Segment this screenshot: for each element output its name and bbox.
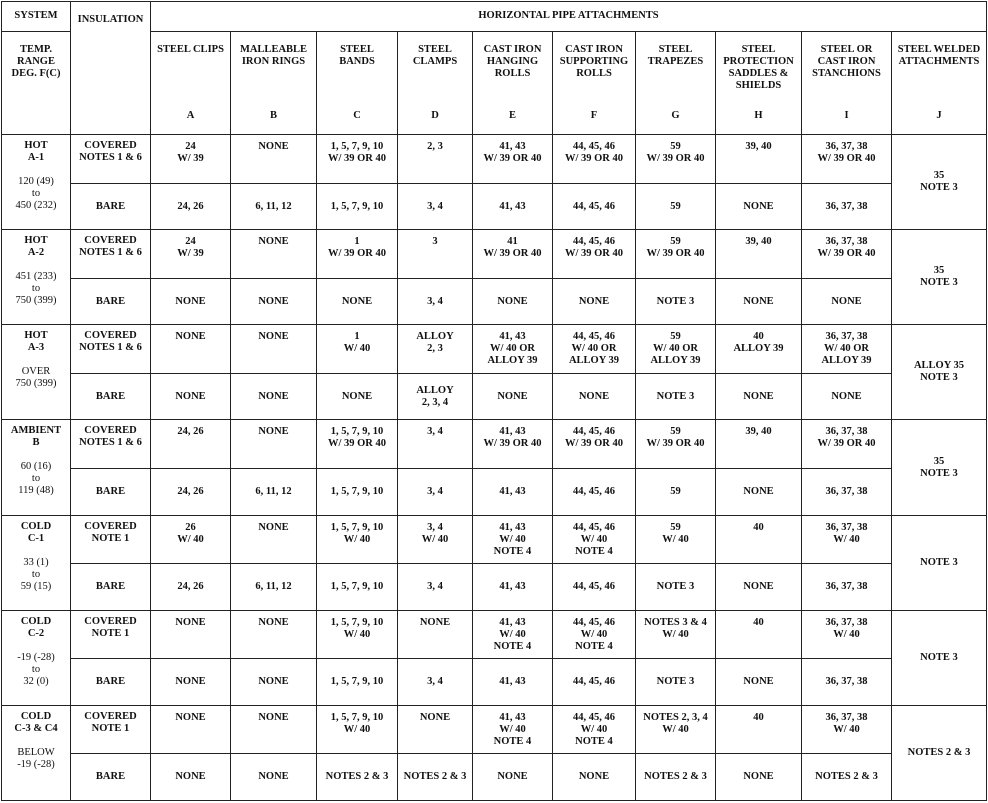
attachment-cell-f: 44, 45, 46 W/ 39 OR 40 (553, 420, 636, 469)
attachment-cell-d: 3, 4 (398, 469, 473, 516)
attachment-cell-a: NONE (151, 610, 231, 659)
column-header-j (892, 31, 987, 135)
attachment-cell-g: NOTES 3 & 4 W/ 40 (636, 610, 716, 659)
welded-attachment-cell: NOTES 2 & 3 (892, 705, 987, 800)
attachment-cell-h: 40 (716, 705, 802, 754)
attachment-cell-a: 24 W/ 39 (151, 230, 231, 279)
table-row (2, 135, 987, 184)
attachment-cell-c: 1, 5, 7, 9, 10 (317, 183, 398, 230)
attachment-cell-e: NONE (473, 373, 553, 420)
attachment-cell-b: NONE (231, 659, 317, 706)
attachment-cell-g: NOTES 2, 3, 4 W/ 40 (636, 705, 716, 754)
column-header-wrap (232, 44, 315, 128)
attachment-cell-d: 3, 4 (398, 564, 473, 611)
attachment-cell-b: 6, 11, 12 (231, 564, 317, 611)
table-row (2, 183, 987, 230)
attachment-cell-i: 36, 37, 38 W/ 40 (802, 705, 892, 754)
attachment-cell-a: 24, 26 (151, 564, 231, 611)
system-name: HOT A-2 (24, 235, 48, 259)
attachment-cell-a: NONE (151, 278, 231, 325)
table-row (2, 564, 987, 611)
insulation-cell: COVERED NOTES 1 & 6 (71, 230, 151, 279)
column-title: STEEL TRAPEZES (647, 43, 704, 67)
attachment-cell-i: 36, 37, 38 (802, 659, 892, 706)
attachment-cell-h: NONE (716, 183, 802, 230)
attachment-cell-d: NONE (398, 610, 473, 659)
attachment-cell-h: 40 ALLOY 39 (716, 325, 802, 374)
column-title: MALLEABLE IRON RINGS (239, 43, 308, 67)
table-row (2, 705, 987, 754)
table-row (2, 230, 987, 279)
attachment-cell-d: NOTES 2 & 3 (398, 754, 473, 801)
attachment-cell-g: NOTES 2 & 3 (636, 754, 716, 801)
attachment-cell-e: 41, 43 (473, 469, 553, 516)
attachment-cell-c: 1 W/ 39 OR 40 (317, 230, 398, 279)
attachment-cell-b: NONE (231, 420, 317, 469)
attachment-cell-f: NONE (553, 278, 636, 325)
column-header-wrap (152, 44, 229, 128)
attachment-cell-a: 24, 26 (151, 183, 231, 230)
attachment-cell-b: NONE (231, 705, 317, 754)
column-header-wrap (717, 44, 800, 128)
attachment-cell-b: NONE (231, 373, 317, 420)
attachment-cell-i: NONE (802, 278, 892, 325)
attachment-cell-c: 1, 5, 7, 9, 10 (317, 659, 398, 706)
attachment-cell-c: 1, 5, 7, 9, 10 W/ 40 (317, 705, 398, 754)
pipe-attachment-table (1, 1, 987, 801)
welded-attachment-cell: 35 NOTE 3 (892, 420, 987, 515)
attachment-cell-i: 36, 37, 38 (802, 183, 892, 230)
column-letter: C (353, 109, 361, 121)
attachment-cell-e: 41, 43 W/ 40 NOTE 4 (473, 515, 553, 564)
system-name: COLD C-1 (20, 520, 52, 544)
insulation-cell: BARE (71, 754, 151, 801)
attachment-cell-g: 59 W/ 39 OR 40 (636, 230, 716, 279)
attachment-cell-f: 44, 45, 46 (553, 469, 636, 516)
attachment-cell-a: NONE (151, 754, 231, 801)
system-temp-range: BELOW -19 (-28) (17, 746, 55, 770)
attachment-cell-g: NOTE 3 (636, 659, 716, 706)
column-header-a (151, 31, 231, 135)
attachment-cell-g: 59 (636, 469, 716, 516)
attachment-cell-f: NONE (553, 754, 636, 801)
system-name: COLD C-3 & C4 (14, 710, 58, 734)
system-cell (2, 610, 71, 705)
attachment-cell-f: 44, 45, 46 (553, 564, 636, 611)
header-row-top (2, 2, 987, 32)
attachment-cell-g: 59 (636, 183, 716, 230)
attachment-cell-c: NOTES 2 & 3 (317, 754, 398, 801)
column-letter: B (269, 109, 277, 121)
attachment-cell-g: NOTE 3 (636, 564, 716, 611)
insulation-cell: COVERED NOTES 1 & 6 (71, 420, 151, 469)
column-letter: H (754, 109, 763, 121)
attachment-cell-d: 3, 4 (398, 183, 473, 230)
attachment-cell-f: 44, 45, 46 W/ 40 NOTE 4 (553, 610, 636, 659)
attachment-cell-b: 6, 11, 12 (231, 183, 317, 230)
system-cell (2, 135, 71, 230)
attachment-cell-b: NONE (231, 325, 317, 374)
attachment-cell-h: 40 (716, 515, 802, 564)
attachment-cell-i: 36, 37, 38 W/ 40 (802, 610, 892, 659)
attachment-cell-h: NONE (716, 278, 802, 325)
column-header-wrap (637, 44, 714, 128)
attachment-cell-h: 39, 40 (716, 230, 802, 279)
attachment-cell-h: 40 (716, 610, 802, 659)
insulation-cell: COVERED NOTES 1 & 6 (71, 325, 151, 374)
attachment-cell-e: 41, 43 W/ 40 NOTE 4 (473, 705, 553, 754)
welded-attachment-cell: NOTE 3 (892, 610, 987, 705)
attachment-cell-f: 44, 45, 46 W/ 39 OR 40 (553, 230, 636, 279)
attachment-cell-b: NONE (231, 754, 317, 801)
welded-attachment-cell: ALLOY 35 NOTE 3 (892, 325, 987, 420)
table-row (2, 659, 987, 706)
attachment-cell-c: 1 W/ 40 (317, 325, 398, 374)
attachment-cell-i: 36, 37, 38 W/ 40 (802, 515, 892, 564)
attachment-cell-h: NONE (716, 373, 802, 420)
attachment-cell-d: NONE (398, 705, 473, 754)
attachment-cell-e: 41, 43 W/ 39 OR 40 (473, 135, 553, 184)
column-letter: A (186, 109, 195, 121)
column-header-i (802, 31, 892, 135)
attachment-cell-g: 59 W/ 40 OR ALLOY 39 (636, 325, 716, 374)
attachment-cell-g: NOTE 3 (636, 278, 716, 325)
attachment-cell-i: 36, 37, 38 W/ 39 OR 40 (802, 135, 892, 184)
attachment-cell-h: 39, 40 (716, 135, 802, 184)
column-header-wrap (474, 44, 551, 128)
system-temp-range: 120 (49) to 450 (232) (15, 176, 57, 212)
column-header-e (473, 31, 553, 135)
column-header-h (716, 31, 802, 135)
attachment-cell-a: NONE (151, 373, 231, 420)
attachment-cell-a: NONE (151, 325, 231, 374)
attachment-cell-d: ALLOY 2, 3 (398, 325, 473, 374)
insulation-cell: BARE (71, 469, 151, 516)
column-header-f (553, 31, 636, 135)
insulation-cell: BARE (71, 564, 151, 611)
attachment-cell-i: 36, 37, 38 (802, 469, 892, 516)
insulation-cell: COVERED NOTES 1 & 6 (71, 135, 151, 184)
table-row (2, 373, 987, 420)
attachment-cell-c: NONE (317, 373, 398, 420)
attachment-cell-e: 41, 43 W/ 40 NOTE 4 (473, 610, 553, 659)
column-title: STEEL CLAMPS (412, 43, 458, 67)
table-row (2, 420, 987, 469)
attachment-cell-i: 36, 37, 38 W/ 40 OR ALLOY 39 (802, 325, 892, 374)
attachment-cell-b: NONE (231, 135, 317, 184)
system-temp-range: 33 (1) to 59 (15) (20, 556, 52, 592)
column-letter: I (844, 109, 849, 121)
attachment-cell-f: 44, 45, 46 W/ 40 NOTE 4 (553, 705, 636, 754)
welded-attachment-cell: 35 NOTE 3 (892, 135, 987, 230)
attachment-cell-c: NONE (317, 278, 398, 325)
insulation-cell: BARE (71, 278, 151, 325)
system-temp-range: OVER 750 (399) (15, 366, 57, 390)
attachment-cell-a: NONE (151, 705, 231, 754)
attachment-cell-f: 44, 45, 46 W/ 40 NOTE 4 (553, 515, 636, 564)
table-row (2, 469, 987, 516)
attachment-cell-e: 41, 43 W/ 39 OR 40 (473, 420, 553, 469)
column-title: CAST IRON HANGING ROLLS (483, 43, 542, 79)
attachment-cell-a: 24, 26 (151, 420, 231, 469)
column-title: STEEL CLIPS (157, 43, 224, 55)
attachment-cell-d: 3, 4 W/ 40 (398, 515, 473, 564)
attachment-cell-a: NONE (151, 659, 231, 706)
attachment-cell-f: 44, 45, 46 (553, 659, 636, 706)
attachment-cell-i: 36, 37, 38 W/ 39 OR 40 (802, 420, 892, 469)
column-letter: J (936, 109, 942, 121)
system-name: HOT A-1 (24, 140, 48, 164)
column-header-wrap (399, 44, 471, 128)
system-name: AMBIENT B (10, 425, 62, 449)
attachment-cell-d: 2, 3 (398, 135, 473, 184)
attachment-cell-b: NONE (231, 610, 317, 659)
system-header: SYSTEM (2, 2, 71, 32)
column-letter: E (508, 109, 516, 121)
attachment-cell-e: 41, 43 W/ 40 OR ALLOY 39 (473, 325, 553, 374)
column-header-wrap (893, 44, 985, 128)
column-title: STEEL BANDS (339, 43, 375, 67)
attachment-cell-i: NONE (802, 373, 892, 420)
attachment-cell-b: NONE (231, 278, 317, 325)
system-name: COLD C-2 (20, 615, 52, 639)
attachment-cell-c: 1, 5, 7, 9, 10 W/ 39 OR 40 (317, 420, 398, 469)
system-cell (2, 230, 71, 325)
attachment-cell-c: 1, 5, 7, 9, 10 (317, 469, 398, 516)
column-letter: G (671, 109, 680, 121)
attachment-cell-g: 59 W/ 39 OR 40 (636, 420, 716, 469)
table-row (2, 325, 987, 374)
insulation-cell: COVERED NOTE 1 (71, 515, 151, 564)
column-header-wrap (318, 44, 396, 128)
attachment-cell-f: NONE (553, 373, 636, 420)
attachment-cell-h: 39, 40 (716, 420, 802, 469)
welded-attachment-cell: 35 NOTE 3 (892, 230, 987, 325)
temp-range-header: TEMP. RANGE DEG. F(C) (2, 31, 71, 135)
attachment-cell-e: NONE (473, 754, 553, 801)
column-header-wrap (554, 44, 634, 128)
column-title: STEEL WELDED ATTACHMENTS (897, 43, 981, 67)
attachment-cell-f: 44, 45, 46 (553, 183, 636, 230)
system-temp-range: 451 (233) to 750 (399) (15, 271, 57, 307)
column-letter: F (590, 109, 598, 121)
attachment-cell-g: 59 W/ 39 OR 40 (636, 135, 716, 184)
horizontal-pipe-attachments-header: HORIZONTAL PIPE ATTACHMENTS (151, 2, 987, 32)
attachment-cell-h: NONE (716, 754, 802, 801)
attachment-cell-d: 3, 4 (398, 278, 473, 325)
attachment-cell-d: ALLOY 2, 3, 4 (398, 373, 473, 420)
system-cell (2, 325, 71, 420)
attachment-cell-b: 6, 11, 12 (231, 469, 317, 516)
column-header-d (398, 31, 473, 135)
insulation-cell: COVERED NOTE 1 (71, 610, 151, 659)
table-row (2, 610, 987, 659)
system-cell (2, 420, 71, 515)
attachment-cell-a: 26 W/ 40 (151, 515, 231, 564)
system-cell (2, 515, 71, 610)
column-title: STEEL OR CAST IRON STANCHIONS (812, 43, 881, 79)
table-row (2, 515, 987, 564)
table-row (2, 278, 987, 325)
column-title: CAST IRON SUPPORTING ROLLS (559, 43, 629, 79)
system-temp-range: -19 (-28) to 32 (0) (17, 651, 55, 687)
attachment-cell-e: 41, 43 (473, 183, 553, 230)
insulation-header: INSULATION (71, 2, 151, 135)
attachment-cell-a: 24, 26 (151, 469, 231, 516)
attachment-cell-f: 44, 45, 46 W/ 40 OR ALLOY 39 (553, 325, 636, 374)
attachment-cell-h: NONE (716, 469, 802, 516)
attachment-cell-e: 41, 43 (473, 564, 553, 611)
insulation-cell: BARE (71, 659, 151, 706)
attachment-cell-d: 3, 4 (398, 420, 473, 469)
column-header-c (317, 31, 398, 135)
attachment-cell-g: NOTE 3 (636, 373, 716, 420)
attachment-cell-a: 24 W/ 39 (151, 135, 231, 184)
attachment-cell-g: 59 W/ 40 (636, 515, 716, 564)
column-letter: D (431, 109, 439, 121)
attachment-cell-b: NONE (231, 230, 317, 279)
column-header-b (231, 31, 317, 135)
attachment-cell-i: NOTES 2 & 3 (802, 754, 892, 801)
attachment-cell-e: 41, 43 (473, 659, 553, 706)
attachment-cell-e: NONE (473, 278, 553, 325)
attachment-cell-c: 1, 5, 7, 9, 10 W/ 40 (317, 610, 398, 659)
attachment-cell-c: 1, 5, 7, 9, 10 (317, 564, 398, 611)
insulation-cell: COVERED NOTE 1 (71, 705, 151, 754)
insulation-cell: BARE (71, 373, 151, 420)
column-header-g (636, 31, 716, 135)
column-header-wrap (803, 44, 890, 128)
system-name: HOT A-3 (24, 330, 48, 354)
system-cell (2, 705, 71, 800)
attachment-cell-e: 41 W/ 39 OR 40 (473, 230, 553, 279)
system-temp-range: 60 (16) to 119 (48) (18, 461, 54, 497)
table-body (2, 2, 987, 801)
table-row (2, 754, 987, 801)
attachment-cell-c: 1, 5, 7, 9, 10 W/ 39 OR 40 (317, 135, 398, 184)
attachment-cell-d: 3, 4 (398, 659, 473, 706)
attachment-cell-i: 36, 37, 38 (802, 564, 892, 611)
column-title: STEEL PROTECTION SADDLES & SHIELDS (723, 43, 794, 91)
attachment-cell-d: 3 (398, 230, 473, 279)
attachment-cell-b: NONE (231, 515, 317, 564)
attachment-cell-h: NONE (716, 659, 802, 706)
insulation-cell: BARE (71, 183, 151, 230)
attachment-cell-c: 1, 5, 7, 9, 10 W/ 40 (317, 515, 398, 564)
attachment-cell-f: 44, 45, 46 W/ 39 OR 40 (553, 135, 636, 184)
welded-attachment-cell: NOTE 3 (892, 515, 987, 610)
attachment-cell-i: 36, 37, 38 W/ 39 OR 40 (802, 230, 892, 279)
attachment-cell-h: NONE (716, 564, 802, 611)
